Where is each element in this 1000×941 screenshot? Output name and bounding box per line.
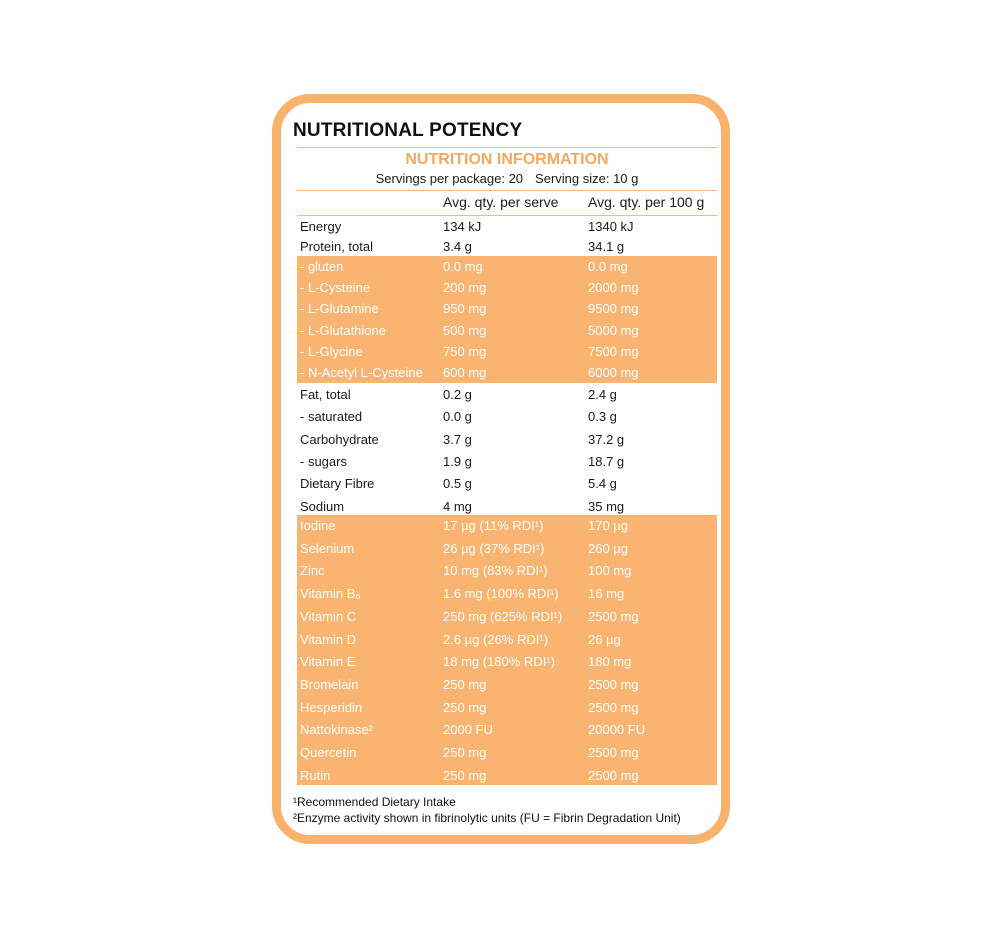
per-serve-value: 200 mg xyxy=(443,280,487,296)
per-serve-value: 600 mg xyxy=(443,365,487,380)
per-serve-value: 134 kJ xyxy=(443,219,482,234)
nutrient-name: Vitamin B₆ xyxy=(300,586,361,602)
per-100g-value: 20000 FU xyxy=(588,722,646,738)
per-100g-value: 260 µg xyxy=(588,540,629,556)
per-serve-value: 2.6 µg (26% RDI¹) xyxy=(443,631,549,647)
nutrient-name: Vitamin D xyxy=(300,631,357,647)
per-serve-value: 250 mg xyxy=(443,767,487,783)
nutrient-name: Nattokinase² xyxy=(300,722,373,738)
per-100g-value: 2500 mg xyxy=(588,676,639,692)
per-serve-value: 3.7 g xyxy=(443,431,472,447)
per-100g-value: 2500 mg xyxy=(588,699,639,715)
per-serve-value: 250 mg (625% RDI¹) xyxy=(443,608,563,624)
nutrition-card xyxy=(272,94,730,844)
per-100g-value: 5.4 g xyxy=(588,476,617,492)
per-100g-value: 180 mg xyxy=(588,654,632,670)
nutrient-name: Vitamin E xyxy=(300,654,356,670)
per-serve-value: 1.6 mg (100% RDI¹) xyxy=(443,586,559,602)
per-100g-value: 0.3 g xyxy=(588,409,617,425)
per-serve-value: 0.0 g xyxy=(443,409,472,425)
per-serve-value: 2000 FU xyxy=(443,722,493,738)
per-100g-value: 2500 mg xyxy=(588,767,639,783)
per-serve-value: 250 mg xyxy=(443,745,487,760)
nutrient-name: Sodium xyxy=(300,498,345,514)
nutrient-name: - N-Acetyl L-Cysteine xyxy=(300,365,423,380)
per-100g-value: 170 µg xyxy=(588,518,629,533)
divider xyxy=(297,190,717,191)
nutrient-name: - saturated xyxy=(300,409,363,425)
per-100g-value: 16 mg xyxy=(588,586,625,602)
per-serve-value: 26 µg (37% RDI¹) xyxy=(443,540,545,556)
nutrient-name: Energy xyxy=(300,219,342,234)
per-serve-value: 250 mg xyxy=(443,676,487,692)
per-serve-value: 18 mg (180% RDI¹) xyxy=(443,654,555,670)
nutrient-name: Bromelain xyxy=(300,676,359,692)
divider xyxy=(297,215,717,216)
per-100g-value: 1340 kJ xyxy=(588,219,634,234)
per-serve-value: 1.9 g xyxy=(443,453,472,469)
page-title: NUTRITIONAL POTENCY xyxy=(293,120,523,141)
per-100g-value: 7500 mg xyxy=(588,343,639,359)
per-serve-value: 950 mg xyxy=(443,301,487,317)
nutrient-name: - L-Cysteine xyxy=(300,280,371,296)
nutrient-name: Iodine xyxy=(300,518,336,533)
per-serve-value: 17 µg (11% RDI¹) xyxy=(443,518,544,533)
per-100g-value: 26 µg xyxy=(588,631,621,647)
nutrient-name: Protein, total xyxy=(300,239,373,254)
per-100g-value: 5000 mg xyxy=(588,322,639,338)
nutrient-name: - gluten xyxy=(300,259,344,274)
per-serve-value: 0.5 g xyxy=(443,476,472,492)
per-100g-value: 2500 mg xyxy=(588,608,639,624)
servings-per-package: Servings per package: 20 xyxy=(375,171,524,186)
nutrient-name: - L-Glutathione xyxy=(300,322,386,338)
per-serve-value: 3.4 g xyxy=(443,239,472,254)
servings-line xyxy=(297,171,717,186)
rows-amino-acids xyxy=(297,256,717,383)
per-serve-value: 0.2 g xyxy=(443,387,472,402)
panel-title: NUTRITION INFORMATION xyxy=(405,151,609,168)
nutrient-name: Dietary Fibre xyxy=(300,476,375,492)
nutrient-name: Vitamin C xyxy=(300,608,357,624)
per-100g-value: 9500 mg xyxy=(588,301,639,317)
per-100g-value: 6000 mg xyxy=(588,365,639,380)
nutrient-name: Rutin xyxy=(300,767,331,783)
rows-micronutrients xyxy=(297,515,717,785)
per-100g-value: 2000 mg xyxy=(588,280,639,296)
serving-size: Serving size: 10 g xyxy=(535,171,639,186)
per-serve-value: 10 mg (83% RDI¹) xyxy=(443,563,548,579)
nutrient-name: Zinc xyxy=(300,563,325,579)
per-100g-value: 0.0 mg xyxy=(588,259,628,274)
per-serve-value: 250 mg xyxy=(443,699,487,715)
per-100g-value: 18.7 g xyxy=(588,453,625,469)
divider xyxy=(297,147,717,148)
column-header-per-serve: Avg. qty. per serve xyxy=(443,194,559,210)
column-header-per-100g: Avg. qty. per 100 g xyxy=(588,194,705,210)
per-serve-value: 750 mg xyxy=(443,343,487,359)
per-100g-value: 34.1 g xyxy=(588,239,625,254)
nutrient-name: - L-Glycine xyxy=(300,343,363,359)
nutrient-name: - L-Glutamine xyxy=(300,301,379,317)
per-100g-value: 37.2 g xyxy=(588,431,625,447)
per-100g-value: 100 mg xyxy=(588,563,632,579)
nutrient-name: Selenium xyxy=(300,540,355,556)
nutrient-name: Hesperidin xyxy=(300,699,363,715)
per-serve-value: 4 mg xyxy=(443,498,472,514)
footnote: ¹Recommended Dietary Intake xyxy=(293,795,456,809)
nutrient-name: Carbohydrate xyxy=(300,431,379,447)
per-100g-value: 2.4 g xyxy=(588,387,617,402)
per-serve-value: 0.0 mg xyxy=(443,259,483,274)
nutrient-name: Quercetin xyxy=(300,745,357,760)
per-100g-value: 2500 mg xyxy=(588,745,639,760)
per-serve-value: 500 mg xyxy=(443,322,487,338)
per-100g-value: 35 mg xyxy=(588,498,625,514)
footnote: ²Enzyme activity shown in fibrinolytic units (FU = Fibrin Degradation Unit) xyxy=(293,811,681,825)
nutrient-name: - sugars xyxy=(300,453,347,469)
footnotes xyxy=(293,794,681,826)
nutrient-name: Fat, total xyxy=(300,387,351,402)
